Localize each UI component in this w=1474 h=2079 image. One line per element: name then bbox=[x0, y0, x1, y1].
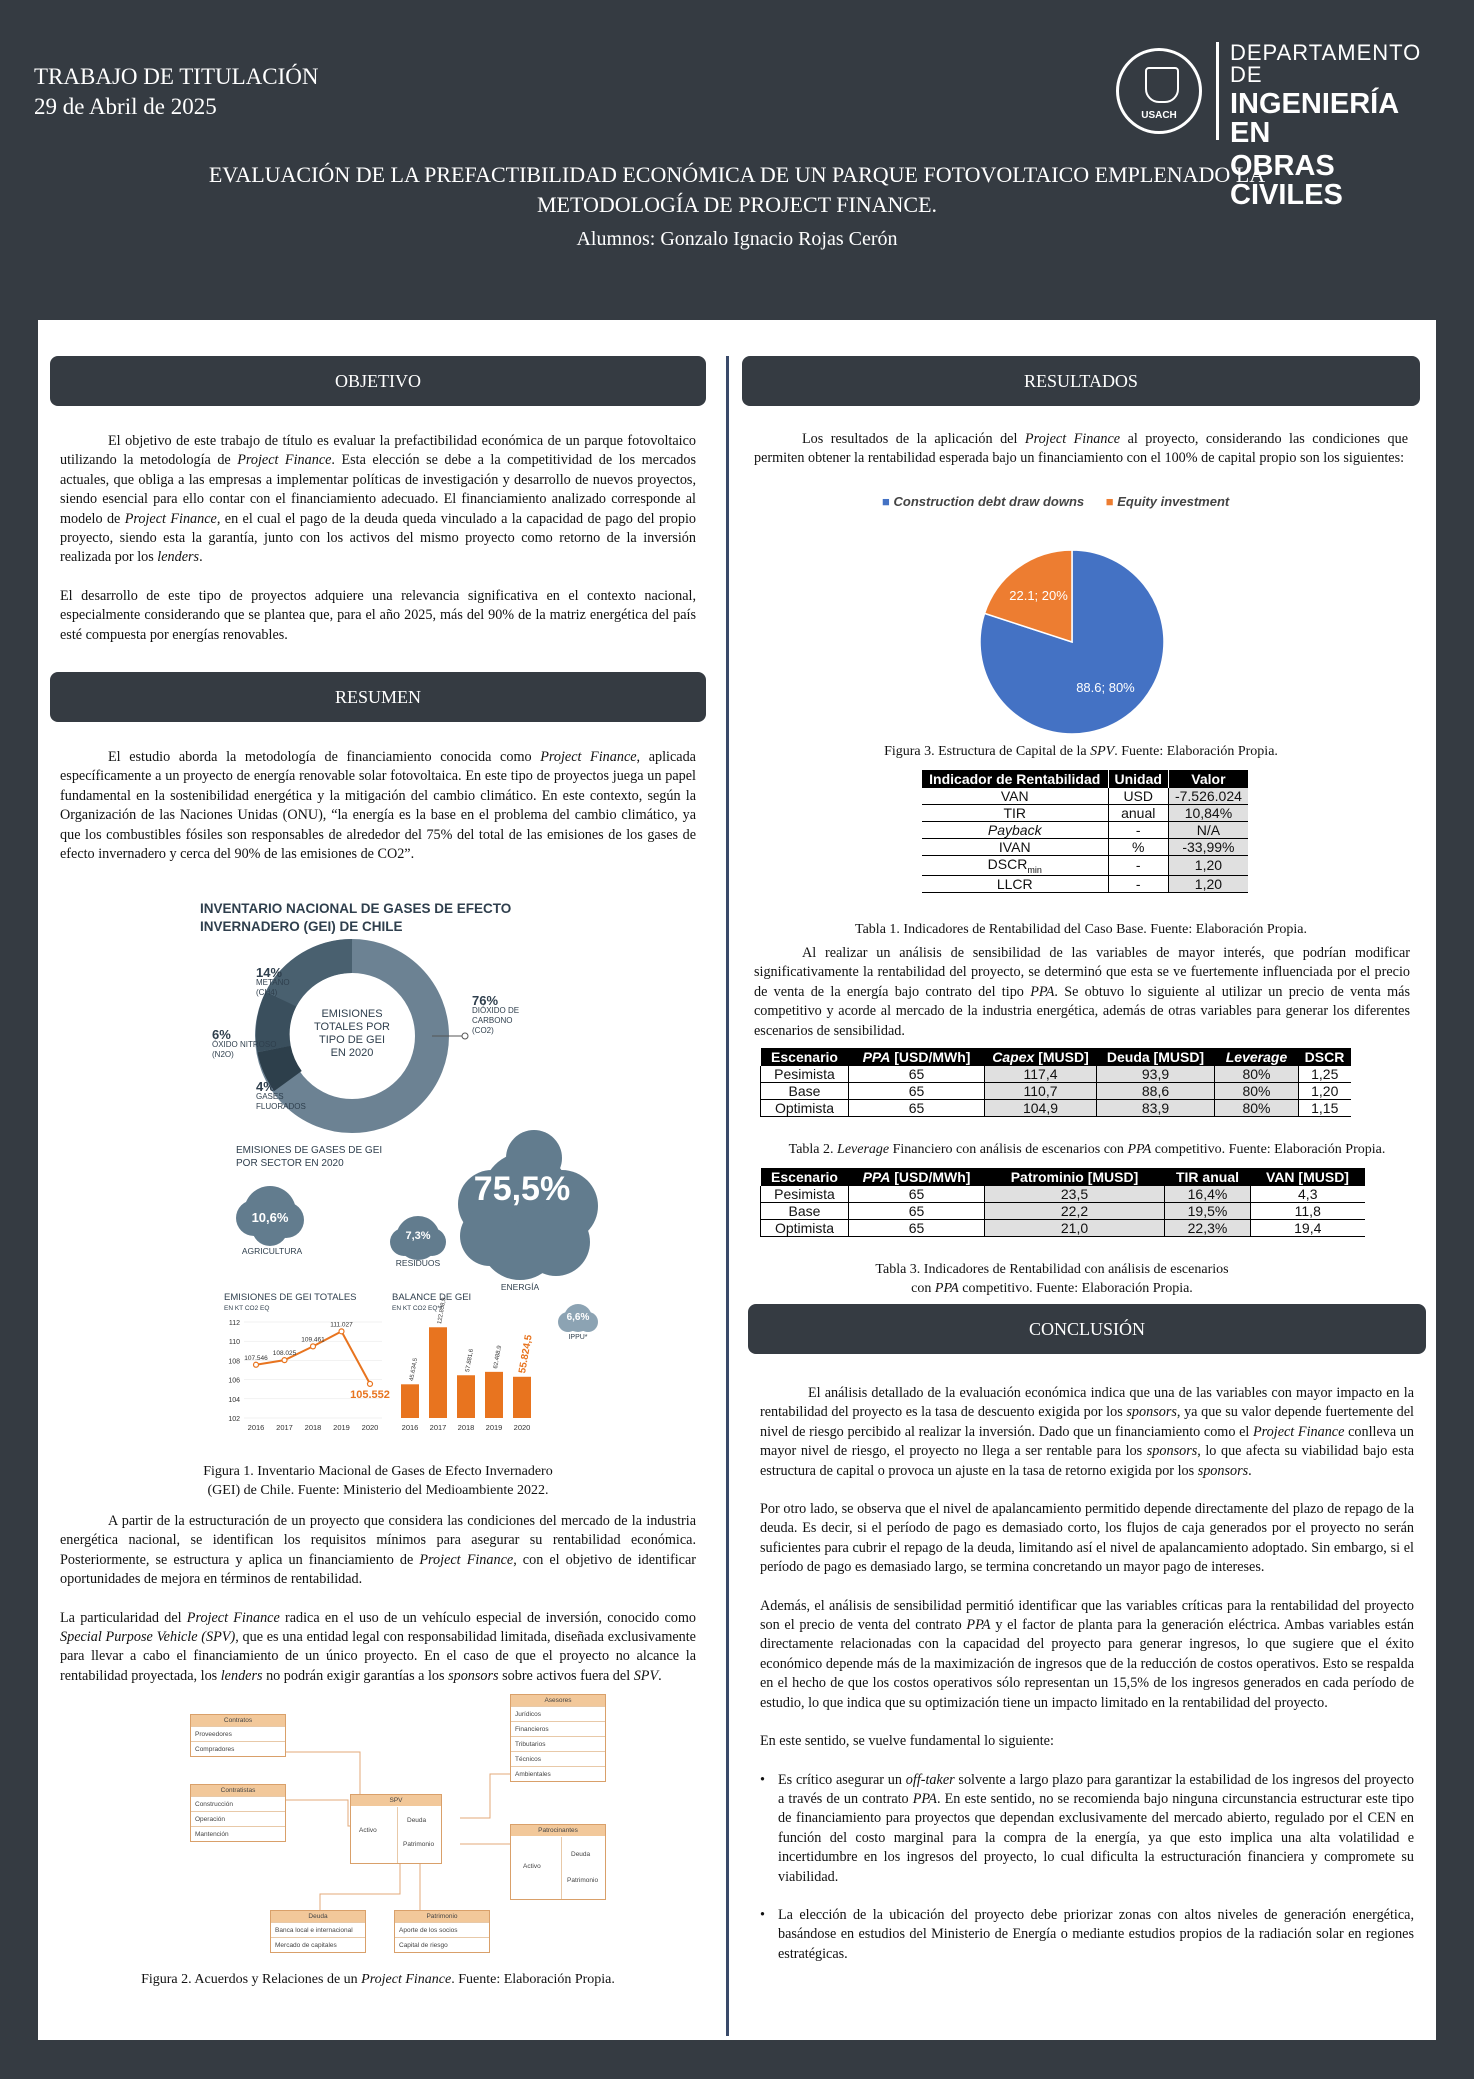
table-cell: 10,84% bbox=[1168, 805, 1247, 822]
bar bbox=[429, 1327, 447, 1418]
ghg-total-line-chart bbox=[220, 1318, 390, 1438]
table-row bbox=[922, 805, 1248, 822]
bar bbox=[401, 1384, 419, 1418]
donut-center-label: EMISIONES TOTALES POR TIPO DE GEI EN 2020 bbox=[313, 1008, 390, 1059]
line-data-label: 111.027 bbox=[330, 1321, 353, 1329]
table-row bbox=[922, 839, 1248, 856]
table-row bbox=[761, 1066, 1351, 1083]
table-cell: 65 bbox=[849, 1100, 985, 1117]
table-cell: 21,0 bbox=[985, 1220, 1165, 1237]
header-info bbox=[34, 62, 319, 122]
conclusion-text: El análisis detallado de la evaluación económica indica que una de las variables con mayor impacto en la rentabilidad del proyecto es la tasa de descuento exigida por los sponsors, ya que su valor depende fuertemente del nivel de riesgo percibido al realizar la inversión. Dado que un financiamiento como el Project Finance conlleva un mayor nivel de riesgo, el proyecto no llega a ser rentable para los sponsors, lo que afecta su viabilidad bajo esta estructura de capital o provoca un ajuste en la tasa de retorno exigida por los sponsors. Por otro lado, se observa que el nivel de apalancamiento permitido depende directamente del plazo de repago de la deuda. Es decir, si el período de pago es demasiado corto, los flujos de caja generados por el proyecto no serán suficientes para cubrir el repago de la deuda, limitando así el nivel de apalancamiento adoptado. Sin embargo, si el período de pago es demasiado largo, se termina concretando un mayor pago de intereses. Además, el análisis de sensibilidad permitió identificar que las variables críticas para la rentabilidad del proyecto son el precio de venta del contrato PPA y el factor de planta para la generación eléctrica. Ambas variables están directamente relacionadas con la capacidad del proyecto para generar ingresos, lo que sugiere que el éxito económico depende más de la maximización de ingresos que de la reducción de costos operativos. Esto se respalda en el hecho de que los costos operativos sólo representan un 15,5% de los ingresos generados en cada período de estudio, lo que indica que su optimización tiene un impacto limitado en la rentabilidad del proyecto. En este sentido, se vuelve fundamental lo siguiente: • Es crítico asegurar un off-taker solvente a largo plazo para garantizar la estabilidad de los ingresos del proyecto a través de un contrato PPA. En este sentido, no se recomienda bajo ninguna circunstancia estructurar este tipo de financiamiento para proyectos que dependan exclusivamente del mercado abierto, regulado por el CEN en función del costo marginal para la compra de la energía, ya que esto implica una alta volatilidad e incertidumbre en los ingresos del proyecto, lo cual dificulta la estructuración financiera y compromete su viabilidad. • La elección de la ubicación del proyecto debe priorizar zonas con altos niveles de generación energética, basándose en estudios del Ministerio de Energía o mediante estudios propios de la radiación solar en regiones estratégicas. bbox=[760, 1384, 1414, 1964]
capital-structure-pie-chart bbox=[972, 542, 1172, 742]
y-tick-label: 102 bbox=[228, 1416, 240, 1423]
figure2-caption: Figura 2. Acuerdos y Relaciones de un Project Finance. Fuente: Elaboración Propia. bbox=[141, 1972, 615, 1987]
section-resultados: RESULTADOS bbox=[742, 356, 1420, 406]
table-row bbox=[761, 1186, 1365, 1203]
table-cell: 4,3 bbox=[1251, 1186, 1365, 1203]
table-row bbox=[922, 875, 1248, 892]
table-cell: 65 bbox=[849, 1220, 985, 1237]
table-cell: 19,4 bbox=[1251, 1220, 1365, 1237]
donut-label-n2o: 6% ÓXIDO NITROSO (N2O) bbox=[212, 1027, 277, 1059]
list-item: • Es crítico asegurar un off-taker solvente a largo plazo para garantizar la estabilidad de los ingresos del proyecto a través de un contrato PPA. En este sentido, no se recomienda bajo ninguna circunstancia estructurar este tipo de financiamiento para proyectos que dependan exclusivamente del mercado abierto, regulado por el CEN en función del costo marginal para la compra de la energía, ya que esto implica una alta volatilidad e incertidumbre en los ingresos del proyecto, lo cual dificulta la estructuración financiera y compromete su viabilidad. bbox=[760, 1771, 1414, 1887]
table-cell: Optimista bbox=[761, 1220, 849, 1237]
section-resumen: RESUMEN bbox=[50, 672, 706, 722]
infographic-title: INVENTARIO NACIONAL DE GASES DE EFECTO INVERNADERO (GEI) DE CHILE bbox=[200, 901, 512, 934]
donut-label-fgases: 4% GASES FLUORADOS bbox=[256, 1079, 306, 1111]
table-row bbox=[922, 788, 1248, 805]
table-cell: anual bbox=[1108, 805, 1168, 822]
legend-equity: ■ Equity investment bbox=[1105, 494, 1230, 509]
table-cell: 16,4% bbox=[1165, 1186, 1251, 1203]
x-tick-label: 2020 bbox=[513, 1423, 531, 1432]
department-name: DEPARTAMENTO DE INGENIERÍA EN OBRAS CIVILES bbox=[1230, 40, 1422, 211]
sector-energia-pct: 75,5% bbox=[473, 1170, 571, 1208]
sector-agri-pct: 10,6% bbox=[251, 1210, 289, 1225]
line-data-label: 109.461 bbox=[301, 1336, 325, 1344]
y-tick-label: 106 bbox=[228, 1377, 240, 1385]
pie-data-label: 22.1; 20% bbox=[1009, 587, 1068, 603]
bar-data-label: 62.488,9 bbox=[493, 1345, 504, 1370]
table-cell: 80% bbox=[1215, 1100, 1299, 1117]
bar-data-label: 57.881,6 bbox=[465, 1348, 476, 1373]
table-cell: Base bbox=[761, 1203, 849, 1220]
university-seal-icon: USACH bbox=[1116, 48, 1202, 134]
pie-data-label: 88.6; 80% bbox=[1076, 680, 1135, 696]
logo-divider bbox=[1216, 42, 1219, 140]
table-cell: -33,99% bbox=[1168, 839, 1247, 856]
section-objetivo: OBJETIVO bbox=[50, 356, 706, 406]
sector-title: EMISIONES DE GASES DE GEI POR SECTOR EN 2020 bbox=[236, 1145, 383, 1169]
line-point bbox=[311, 1344, 316, 1349]
table-leverage: Escenario PPA [USD/MWh] Capex [MUSD] Deuda [MUSD] Leverage DSCR Pesimista 65 117,4 93,9 80% 1,25 Base 65 110,7 88,6 80% 1,20 Optimista 65 104,9 83,9 80% 1,15 bbox=[760, 1048, 1351, 1117]
table-cell: Base bbox=[761, 1083, 849, 1100]
table-cell: 65 bbox=[849, 1186, 985, 1203]
diagram-contratos: Contratos Proveedores Compradores bbox=[190, 1714, 286, 1757]
table-cell: 22,3% bbox=[1165, 1220, 1251, 1237]
document-type: TRABAJO DE TITULACIÓN bbox=[34, 64, 319, 89]
table-cell: VAN bbox=[922, 788, 1108, 805]
table-cell: USD bbox=[1108, 788, 1168, 805]
table-cell: 110,7 bbox=[985, 1083, 1097, 1100]
table-cell: 65 bbox=[849, 1083, 985, 1100]
bar-data-label: 55.824,5 bbox=[517, 1334, 535, 1375]
y-tick-label: 108 bbox=[228, 1358, 240, 1366]
table-cell: - bbox=[1108, 822, 1168, 839]
table3-caption: Tabla 3. Indicadores de Rentabilidad con análisis de escenarios con PPA competitivo. Fuente: Elaboración Propia. bbox=[875, 1262, 1229, 1296]
line-chart-title: EMISIONES DE GEI TOTALES EN KT CO2 EQ bbox=[224, 1292, 357, 1312]
department-logo bbox=[1116, 40, 1436, 211]
table-cell: 1,15 bbox=[1299, 1100, 1351, 1117]
sector-residuos-label: RESIDUOS bbox=[395, 1258, 441, 1268]
line-point bbox=[339, 1329, 344, 1334]
y-tick-label: 110 bbox=[228, 1339, 240, 1347]
diagram-patrocinantes: Patrocinantes Activo Deuda Patrimonio bbox=[510, 1824, 606, 1900]
table-cell: Optimista bbox=[761, 1100, 849, 1117]
bar-data-label: 45.634,5 bbox=[409, 1357, 420, 1382]
poster-title: EVALUACIÓN DE LA PREFACTIBILIDAD ECONÓMICA DE UN PARQUE FOTOVOLTAICO EMPLENADO LA METODOLOGÍA DE PROJECT FINANCE. Alumnos: Gonzalo Ignacio Rojas Cerón bbox=[120, 160, 1354, 254]
section-conclusion: CONCLUSIÓN bbox=[748, 1304, 1426, 1354]
sector-ippu-label: IPPU* bbox=[568, 1334, 588, 1341]
table-cell: 1,25 bbox=[1299, 1066, 1351, 1083]
donut-label-co2: 76% DIÓXIDO DE CARBONO (CO2) bbox=[472, 993, 520, 1035]
objetivo-text: El objetivo de este trabajo de título es evaluar la prefactibilidad económica de un parque fotovoltaico utilizando la metodología de Project Finance. Esta elección se debe a la competitividad de los mercados actuales, que obliga a las empresas a implementar políticas de investigación y desarrollo de nuevos proyectos, siendo esencial para ello contar con el financiamiento adecuado. El financiamiento analizado corresponde al modelo de Project Finance, en el cual el pago de la deuda queda vinculado a la capacidad de pago del propio proyecto, siendo esta la garantía, junto con los activos del mismo proyecto como retorno de la inversión realizada por los lenders. El desarrollo de este tipo de proyectos adquiere una relevancia significativa en el contexto nacional, especialmente considerando que se plantea que, para el año 2025, más del 90% de la matriz energética del país esté compuesta por energías renovables. bbox=[60, 433, 697, 643]
x-tick-label: 2020 bbox=[361, 1423, 379, 1432]
x-tick-label: 2019 bbox=[485, 1423, 503, 1432]
resumen-text-2: A partir de la estructuración de un proyecto que considera las condiciones del mercado de la industria energética nacional, se identifican los requisitos mínimos para asegurar su rentabilidad económica. Posteriormente, se estructura y aplica un financiamiento de Project Finance, con el objetivo de identificar oportunidades de mejora en términos de rentabilidad. La particularidad del Project Finance radica en el uso de un vehículo especial de inversión, conocido como Special Purpose Vehicle (SPV), que es una entidad legal con responsabilidad limitada, diseñada exclusivamente para llevar a cabo el financiamiento de un único proyecto. En el caso de que el proyecto no alcance la rentabilidad proyectada, los lenders no podrán exigir garantías a los sponsors sobre activos fuera del SPV. bbox=[60, 1513, 697, 1684]
x-tick-label: 2016 bbox=[401, 1423, 419, 1432]
table-cell: 93,9 bbox=[1097, 1066, 1215, 1083]
resultados-text: Los resultados de la aplicación del Project Finance al proyecto, considerando las condiciones que permiten obtener la rentabilidad esperada bajo un financiamiento con el 100% de capital propio son los siguientes: bbox=[754, 431, 1408, 467]
x-tick-label: 2018 bbox=[457, 1423, 475, 1432]
table-cell: 88,6 bbox=[1097, 1083, 1215, 1100]
line-data-label: 108.025 bbox=[272, 1350, 297, 1358]
table-cell: N/A bbox=[1168, 822, 1247, 839]
table-row bbox=[922, 822, 1248, 839]
table-cell: Pesimista bbox=[761, 1186, 849, 1203]
sector-agri-label: AGRICULTURA bbox=[241, 1246, 303, 1256]
bar-chart-title: BALANCE DE GEI EN KT CO2 EQ** bbox=[392, 1292, 472, 1312]
table-cell: 117,4 bbox=[985, 1066, 1097, 1083]
table2-caption: Tabla 2. Leverage Financiero con análisis de escenarios con PPA competitivo. Fuente: Elaboración Propia. bbox=[788, 1142, 1386, 1157]
table-cell: 11,8 bbox=[1251, 1203, 1365, 1220]
table-cell: 22,2 bbox=[985, 1203, 1165, 1220]
line-point bbox=[254, 1362, 259, 1367]
table-cell: 19,5% bbox=[1165, 1203, 1251, 1220]
table-cell: Pesimista bbox=[761, 1066, 849, 1083]
sector-residuos-pct: 7,3% bbox=[405, 1230, 431, 1242]
table-cell: TIR bbox=[922, 805, 1108, 822]
crest-icon bbox=[1145, 67, 1179, 103]
document-date: 29 de Abril de 2025 bbox=[34, 94, 217, 119]
figure1-caption: Figura 1. Inventario Macional de Gases de Efecto Invernadero (GEI) de Chile. Fuente: Ministerio del Medioambiente 2022. bbox=[203, 1464, 553, 1498]
table-rentabilidad-escenarios: Escenario PPA [USD/MWh] Patrominio [MUSD] TIR anual VAN [MUSD] Pesimista 65 23,5 16,4% 4,3 Base 65 22,2 19,5% 11,8 Optimista 65 21,0 22,3% 19,4 bbox=[760, 1168, 1365, 1237]
table-cell: 1,20 bbox=[1168, 856, 1247, 876]
resumen-text: El estudio aborda la metodología de financiamiento conocida como Project Finance, aplicada específicamente a un proyecto de energía renovable solar fotovoltaica. En este tipo de proyectos juega un papel fundamental en la sostenibilidad energética y la mitigación del cambio climático. En este contexto, según la Organización de las Naciones Unidas (ONU), “la energía es la base en el problema del cambio climático, ya que los combustibles fósiles son responsables de alrededor del 75% del total de las emisiones de los gases de efecto invernadero y cerca del 90% de las emisiones de CO2”. bbox=[60, 749, 696, 863]
donut-label-ch4: 14% METANO (CH4) bbox=[256, 965, 290, 997]
table-row bbox=[761, 1220, 1365, 1237]
diagram-spv: SPV Activo Deuda Patrimonio bbox=[350, 1794, 442, 1864]
column-divider bbox=[726, 356, 729, 2036]
y-tick-label: 104 bbox=[228, 1396, 240, 1404]
line-data-label: 107.546 bbox=[244, 1354, 268, 1362]
table-row bbox=[922, 856, 1248, 876]
pie-legend bbox=[882, 494, 1302, 514]
table-cell: - bbox=[1108, 856, 1168, 876]
x-tick-label: 2016 bbox=[247, 1423, 265, 1432]
table-cell: 83,9 bbox=[1097, 1100, 1215, 1117]
poster-body bbox=[38, 320, 1436, 2040]
x-tick-label: 2018 bbox=[304, 1423, 322, 1432]
table-cell: 80% bbox=[1215, 1066, 1299, 1083]
line-point bbox=[368, 1381, 373, 1386]
table-cell: 65 bbox=[849, 1203, 985, 1220]
bar bbox=[485, 1372, 503, 1418]
legend-debt: ■ Construction debt draw downs bbox=[882, 494, 1085, 509]
table-cell: IVAN bbox=[922, 839, 1108, 856]
table-row bbox=[761, 1203, 1365, 1220]
list-item: • La elección de la ubicación del proyecto debe priorizar zonas con altos niveles de generación energética, basándose en estudios del Ministerio de Energía o mediante estudios propios de la radiación solar en regiones estratégicas. bbox=[760, 1906, 1414, 1964]
table-cell: LLCR bbox=[922, 875, 1108, 892]
authors: Alumnos: Gonzalo Ignacio Rojas Cerón bbox=[576, 228, 898, 250]
table-cell: 65 bbox=[849, 1066, 985, 1083]
bar-data-label: 122.858,9 bbox=[437, 1297, 448, 1325]
resultados-text-2: Al realizar un análisis de sensibilidad de las variables de mayor interés, que podrían modificar significativamente la rentabilidad del proyecto, se determinó que esta se ve fuertemente influenciada por el precio de venta de la energía bajo contrato del tipo PPA. Se obtuvo lo siguiente al utilizar un precio de venta más competitivo y acorde al mercado de la industria energética, además de otras variables para generar los diferentes escenarios de sensibilidad. bbox=[754, 945, 1410, 1039]
table-cell: % bbox=[1108, 839, 1168, 856]
sector-energia-label: ENERGÍA bbox=[500, 1282, 540, 1292]
bar bbox=[457, 1375, 475, 1418]
table-cell: $DSCR_{min}$ bbox=[922, 856, 1108, 876]
table-cell: 80% bbox=[1215, 1083, 1299, 1100]
figure3-caption: Figura 3. Estructura de Capital de la SPV. Fuente: Elaboración Propia. bbox=[884, 744, 1278, 759]
table-cell: - bbox=[1108, 875, 1168, 892]
line-data-label: 105.552 bbox=[350, 1388, 390, 1401]
diagram-patrimonio: Patrimonio Aporte de los socios Capital de riesgo bbox=[394, 1910, 490, 1953]
project-finance-diagram bbox=[170, 1697, 610, 1954]
x-tick-label: 2017 bbox=[429, 1423, 447, 1432]
table-row bbox=[761, 1100, 1351, 1117]
x-tick-label: 2019 bbox=[333, 1423, 350, 1432]
table-cell: 1,20 bbox=[1299, 1083, 1351, 1100]
x-tick-label: 2017 bbox=[276, 1423, 293, 1432]
table-rentabilidad-base: Indicador de Rentabilidad Unidad Valor VAN USD -7.526.024 TIR anual 10,84% Payback - N/A IVAN % -33,99% $DSCR_{min}$ - 1,20 LLCR - 1,20 bbox=[922, 770, 1248, 893]
table-cell: 23,5 bbox=[985, 1186, 1165, 1203]
table-row bbox=[761, 1083, 1351, 1100]
conclusion-bullets bbox=[760, 1771, 1414, 1965]
line-point bbox=[282, 1358, 287, 1363]
diagram-deuda: Deuda Banca local e internacional Mercado de capitales bbox=[270, 1910, 366, 1953]
y-tick-label: 112 bbox=[228, 1320, 240, 1327]
table-cell: -7.526.024 bbox=[1168, 788, 1247, 805]
diagram-contratistas: Contratistas Construcción Operación Mantención bbox=[190, 1784, 286, 1842]
table1-caption: Tabla 1. Indicadores de Rentabilidad del Caso Base. Fuente: Elaboración Propia. bbox=[855, 922, 1307, 937]
sector-ippu-pct: 6,6% bbox=[566, 1312, 590, 1323]
diagram-asesores: Asesores Jurídicos Financieros Tributarios Técnicos Ambientales bbox=[510, 1694, 606, 1782]
table-cell: 1,20 bbox=[1168, 875, 1247, 892]
table-cell: 104,9 bbox=[985, 1100, 1097, 1117]
bar bbox=[513, 1377, 531, 1418]
table-cell: Payback bbox=[922, 822, 1108, 839]
